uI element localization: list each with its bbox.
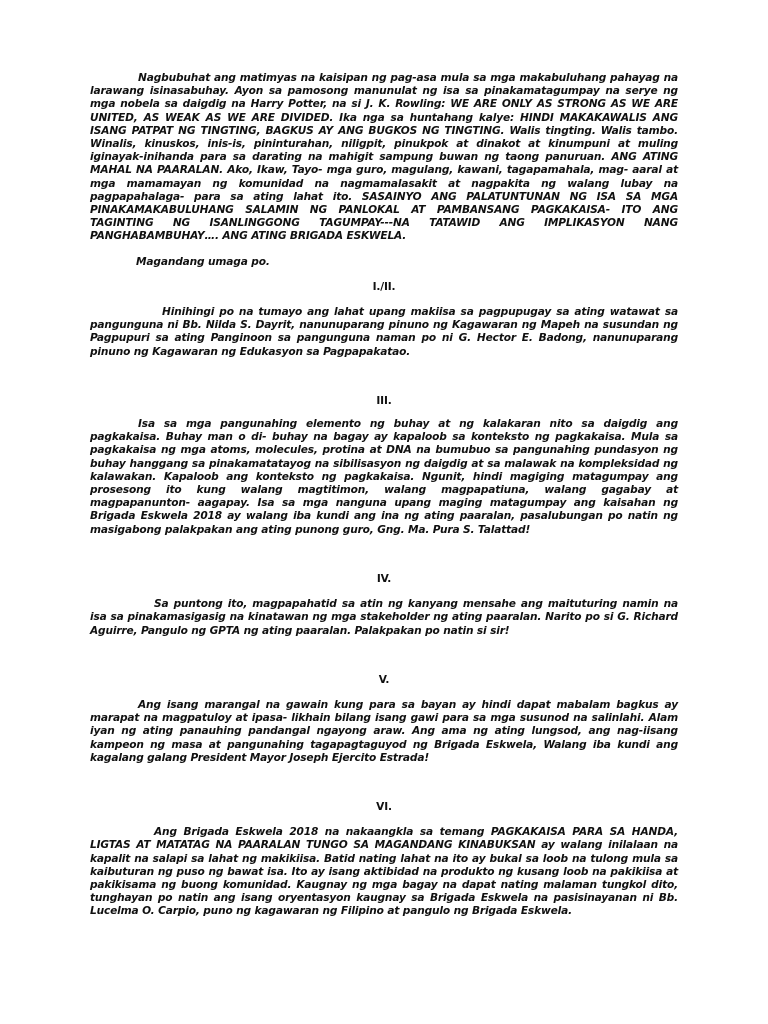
section-heading-5: V.	[378, 673, 390, 686]
intro-paragraph: Nagbubuhat ang matimyas na kaisipan ng pag-asa mula sa mga makabuluhang pahayag na larawang isinasabuhay. Ayon sa pamosong manunulat ng isa sa pinakamatagumpay na serye ng mga nobela sa daigdig na Harry Potter, na si J. K. Rowling: WE ARE ONLY AS STRONG AS WE ARE UNITED, AS WEAK AS WE ARE DIVIDED. Ika nga sa huntahang kalye: HINDI MAKAKAWALIS ANG ISANG PATPAT NG TINGTING, BAGKUS AY ANG BUGKOS NG TINGTING. Walis tingting. Walis tambo. Winalis, kinuskos, inis-is, pininturahan, niligpit, pinukpok at dinakot at kinumpuni at muling iginayak-inihanda para sa darating na mahigit sampung buwan ng taong panuruan. ANG ATING MAHAL NA PAARALAN. Ako, Ikaw, Tayo- mga guro, magulang, kawani, tagapamahala, mag- aaral at mga mamamayan ng komunidad na nagmamalasakit at nagpakita ng walang lubay na pagpapahalaga- para sa ating lahat ito. SASAINYO ANG PALATUNTUNAN NG ISA SA MGA PINAKAMAKABULUHANG SALAMIN NG PANLOKAL AT PAMBANSANG PAGKAKAISA- ITO ANG TAGINTING NG ISANLINGGONG TAGUMPAY---NA TATAWID ANG IMPLIKASYON NANG PANGHABAMBUHAY…. ANG ATING BRIGADA ESKWELA.	[90, 72, 678, 243]
section-heading-1-2: I./II.	[372, 280, 396, 293]
greeting-line: Magandang umaga po.	[136, 255, 270, 268]
section-paragraph-4: Sa puntong ito, magpapahatid sa atin ng kanyang mensahe ang maituturing namin na isa sa pinakamasigasig na kinatawan ng mga stakeholder ng ating paaralan. Narito po si G. Richard Aguirre, Pangulo ng GPTA ng ating paaralan. Palakpakan po natin si sir!	[90, 598, 678, 637]
section-heading-3: III.	[376, 394, 392, 407]
speech-document	[90, 72, 678, 919]
section-heading-6: VI.	[376, 800, 392, 813]
section-paragraph-1-2: Hinihingi po na tumayo ang lahat upang makiisa sa pagpupugay sa ating watawat sa pangunguna ni Bb. Nilda S. Dayrit, nanunuparang pinuno ng Kagawaran ng Mapeh na susundan ng Pagpupuri sa ating Panginoon sa pangunguna naman po ni G. Hector E. Badong, nanunuparang pinuno ng Kagawaran ng Edukasyon sa Pagpapakatao.	[90, 306, 678, 358]
section-heading-4: IV.	[376, 572, 392, 585]
section-paragraph-5: Ang isang marangal na gawain kung para sa bayan ay hindi dapat mabalam bagkus ay marapat na magpatuloy at ipasa- likhain bilang isang gawi para sa mga susunod na salinlahi. Alam iyan ng ating panauhing pandangal ngayong araw. Ang ama ng ating lungsod, ang nag-iisang kampeon ng masa at pangunahing tagapagtaguyod ng Brigada Eskwela, Walang iba kundi ang kagalang galang President Mayor Joseph Ejercito Estrada!	[90, 698, 678, 764]
section-paragraph-6: Ang Brigada Eskwela 2018 na nakaangkla sa temang PAGKAKAISA PARA SA HANDA, LIGTAS AT MATATAG NA PAARALAN TUNGO SA MAGANDANG KINABUKSAN ay walang inilalaan na kapalit na salapi sa lahat ng makikiisa. Batid nating lahat na ito ay bukal sa loob na tulong mula sa kaibuturan ng puso ng bawat isa. Ito ay isang aktibidad na produkto ng kusang loob na pakikiisa at pakikisama ng buong komunidad. Kaugnay ng mga bagay na dapat nating malaman tungkol dito, tunghayan po natin ang isang oryentasyon kaugnay sa Brigada Eskwela na pasisinayanan ni Bb. Lucelma O. Carpio, puno ng kagawaran ng Filipino at pangulo ng Brigada Eskwela.	[90, 826, 678, 918]
section-paragraph-3: Isa sa mga pangunahing elemento ng buhay at ng kalakaran nito sa daigdig ang pagkakaisa. Buhay man o di- buhay na bagay ay kapaloob sa konteksto ng pagkakaisa. Mula sa pagkakaisa ng mga atoms, molecules, protina at DNA na bumubuo sa pangunahing pundasyon ng buhay hanggang sa pinakamatatayog na sibilisasyon ng daigdig at sa malawak na kompleksidad ng kalawakan. Kapaloob ang konteksto ng pagkakaisa. Ngunit, hindi magiging matagumpay ang prosesong ito kung walang magtitimon, walang magpapatiuna, walang gagabay at magpapanunton- aagapay. Isa sa mga nanguna upang maging matagumpay ang kaisahan ng Brigada Eskwela 2018 ay walang iba kundi ang ina ng ating paaralan, pasalubungan po natin ng masigabong palakpakan ang ating punong guro, Gng. Ma. Pura S. Talattad!	[90, 418, 678, 536]
